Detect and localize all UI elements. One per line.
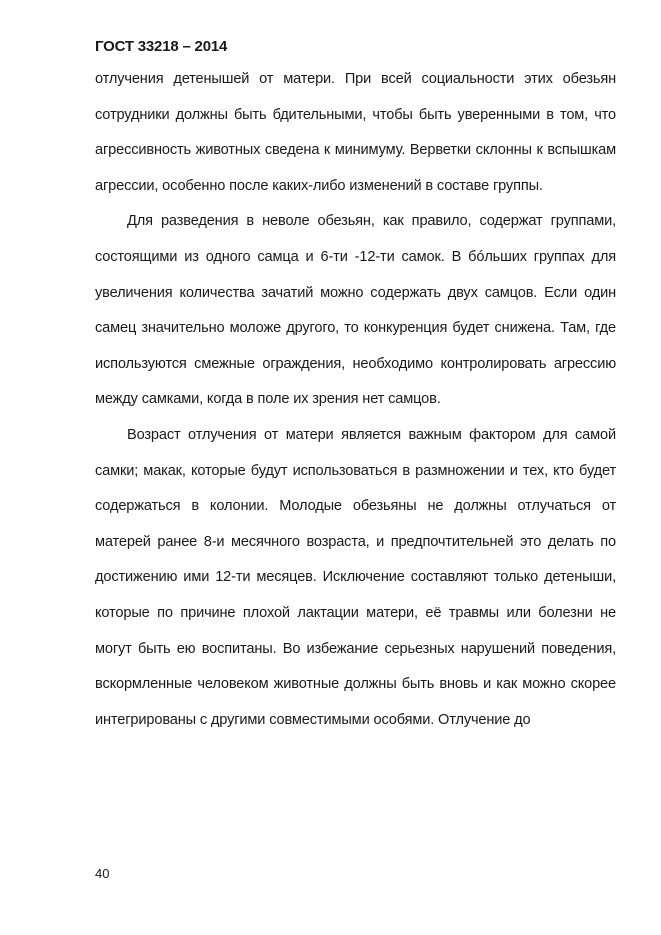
body-text — [95, 62, 616, 738]
paragraph-breeding-groups: Для разведения в неволе обезьян, как правило, содержат группами, состоящими из одного самца и 6-ти -12-ти самок. В бóльших группах для увеличения количества зачатий можно содержать двух самцов. Если один самец значительно моложе другого, то конкуренция будет снижена. Там, где используются смежные ограждения, необходимо контролировать агрессию между самками, когда в поле их зрения нет самцов. — [95, 213, 616, 408]
page-number: 40 — [95, 866, 110, 881]
standard-header: ГОСТ 33218 – 2014 — [95, 38, 228, 55]
paragraph-continuation: отлучения детенышей от матери. При всей социальности этих обезьян сотрудники должны быть бдительными, чтобы быть уверенными в том, что агрессивность животных сведена к минимуму. Верветки склонны к вспышкам агрессии, особенно после каких-либо изменений в составе группы. — [95, 71, 616, 194]
paragraph-weaning-age: Возраст отлучения от матери является важным фактором для самой самки; макак, которые будут использоваться в размножении и тех, кто будет содержаться в колонии. Молодые обезьяны не должны отлучаться от матерей ранее 8-и месячного возраста, и предпочтительней это делать по достижению ими 12-ти месяцев. Исключение составляют только детеныши, которые по причине плохой лактации матери, её травмы или болезни не могут быть ею воспитаны. Во избежание серьезных нарушений поведения, вскормленные человеком животные должны быть вновь и как можно скорее интегрированы с другими совместимыми особями. Отлучение до — [95, 426, 616, 728]
